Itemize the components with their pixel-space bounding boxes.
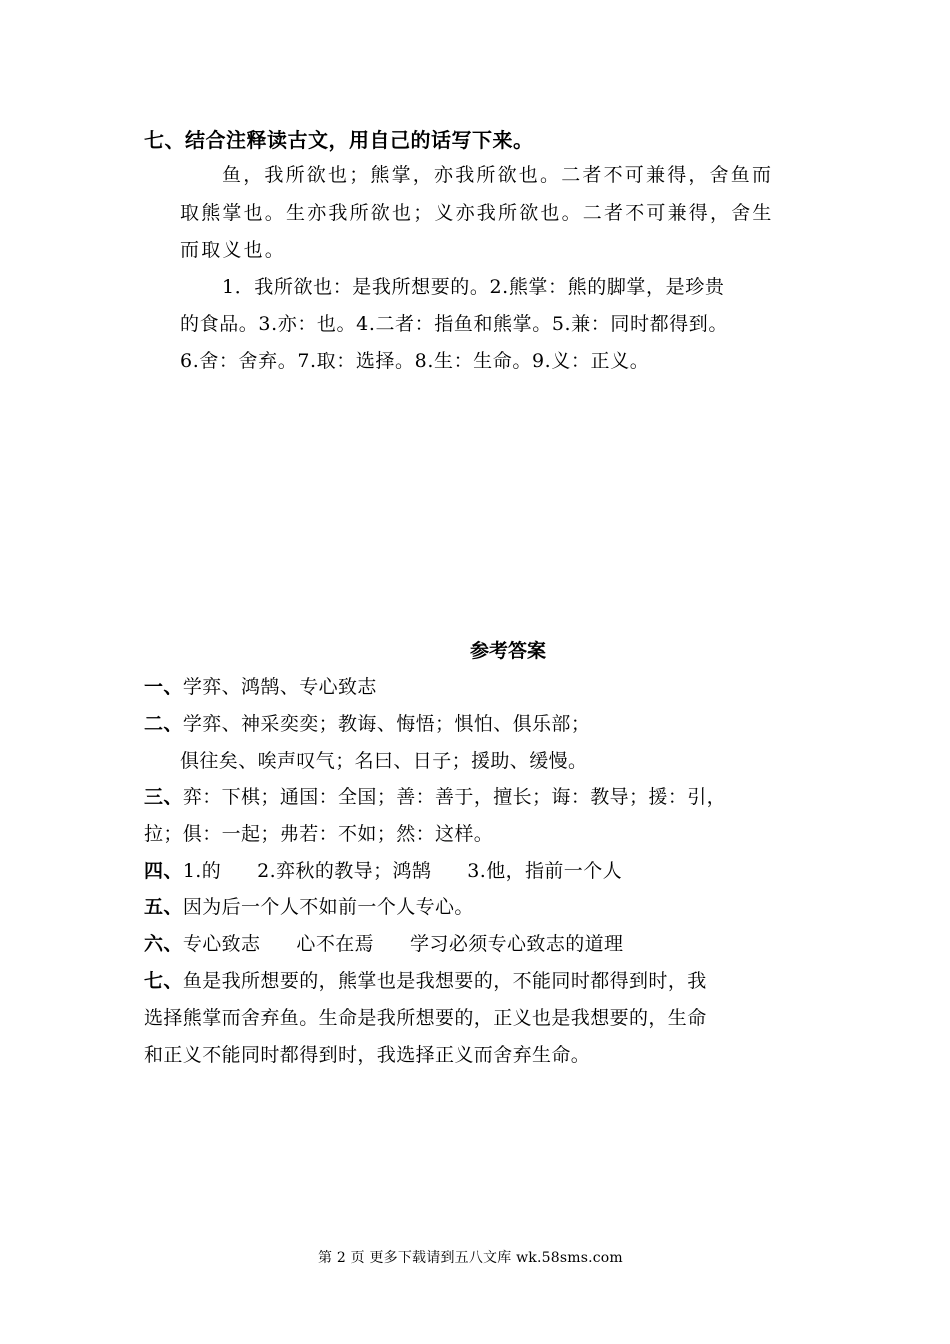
answer-part: 3.他，指前一个人 (467, 860, 623, 882)
notes-line: 1．我所欲也：是我所想要的。2.熊掌：熊的脚掌，是珍贵 (222, 276, 725, 298)
answer-number: 六、 (144, 933, 183, 955)
answers-title: 参考答案 (470, 640, 547, 662)
answer-number: 一、 (144, 676, 183, 698)
answer-item (144, 672, 377, 699)
passage-line: 鱼，我所欲也；熊掌，亦我所欲也。二者不可兼得，舍鱼而 (222, 164, 774, 186)
answer-number: 七、 (144, 970, 183, 992)
answer-part: 专心致志 (182, 933, 261, 955)
notes-line: 6.舍：舍弃。7.取：选择。8.生：生命。9.义：正义。 (180, 350, 650, 372)
answer-text: 鱼是我所想要的，熊掌也是我想要的，不能同时都得到时，我 (182, 970, 707, 992)
answer-part: 学习必须专心致志的道理 (410, 933, 624, 955)
answer-item (144, 856, 622, 883)
question-7-heading: 七、结合注释读古文，用自己的话写下来。 (144, 128, 534, 152)
answer-text: 学弈、神采奕奕；教诲、悔悟；惧怕、俱乐部； (182, 713, 591, 735)
answer-part: 心不在焉 (296, 933, 375, 955)
answer-text: 因为后一个人不如前一个人专心。 (182, 896, 474, 918)
answer-number: 五、 (144, 896, 183, 918)
passage-line: 取熊掌也。生亦我所欲也；义亦我所欲也。二者不可兼得，舍生 (180, 202, 774, 224)
notes-line: 的食品。3.亦：也。4.二者：指鱼和熊掌。5.兼：同时都得到。 (180, 313, 728, 335)
answer-number: 四、 (144, 860, 183, 882)
answer-item (144, 929, 623, 956)
answer-text: 弈：下棋；通国：全国；善：善于，擅长；诲：教导；援：引， (182, 786, 727, 808)
answer-item (144, 709, 590, 736)
answer-item (144, 892, 474, 919)
passage-line: 而取义也。 (180, 239, 287, 261)
page-footer: 第 2 页 更多下载请到五八文库 wk.58sms.com (318, 1250, 623, 1266)
answer-continuation: 和正义不能同时都得到时，我选择正义而舍弃生命。 (144, 1044, 591, 1066)
answer-number: 三、 (144, 786, 183, 808)
answer-continuation: 选择熊掌而舍弃鱼。生命是我所想要的，正义也是我想要的，生命 (144, 1007, 707, 1029)
answer-item (144, 966, 707, 993)
answer-part: 1.的 (182, 860, 222, 882)
answer-item (144, 782, 726, 809)
answer-continuation: 俱往矣、唉声叹气；名曰、日子；援助、缓慢。 (180, 750, 588, 772)
answer-continuation: 拉；俱：一起；弗若：不如；然：这样。 (144, 823, 494, 845)
answer-text: 学弈、鸿鹄、专心致志 (182, 676, 377, 698)
answer-number: 二、 (144, 713, 183, 735)
answer-part: 2.弈秋的教导；鸿鹄 (257, 860, 432, 882)
